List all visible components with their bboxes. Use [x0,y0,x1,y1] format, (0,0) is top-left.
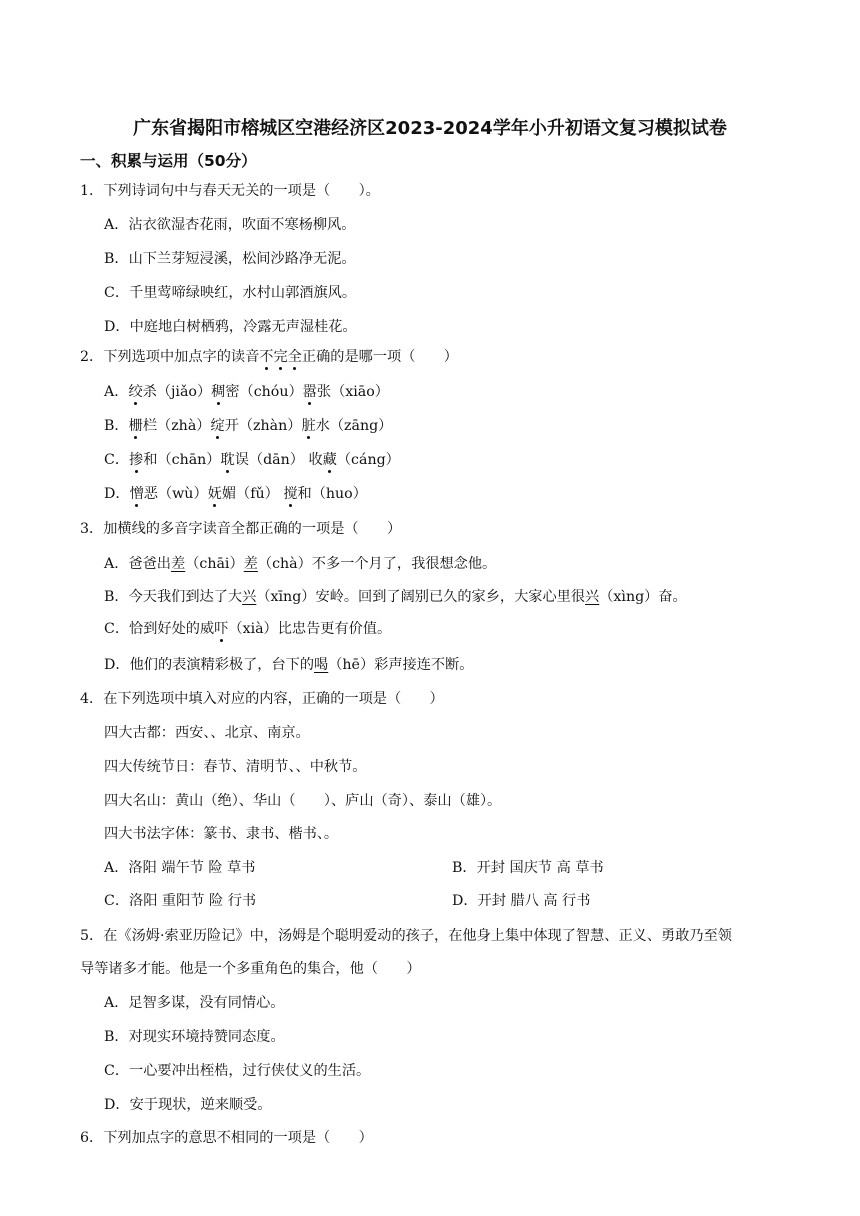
section-heading: 一、积累与运用（50分） [80,152,257,170]
emphasis-dot-char: 不 [259,346,273,366]
question-4-option-b: B．开封 国庆节 高 草书 [452,860,604,876]
exam-title: 广东省揭阳市榕城区空港经济区2023-2024学年小升初语文复习模拟试卷 [133,118,727,139]
question-2-option-a: A．绞杀（jiǎo）稠密（chóu）嚣张（xiāo） [104,381,389,401]
question-5-stem-line-1: 5．在《汤姆·索亚历险记》中，汤姆是个聪明爱动的孩子，在他身上集中体现了智慧、正义、勇敢乃至领 [80,928,732,944]
emphasis-dot-char: 全 [288,346,302,366]
question-4-option-c: C．洛阳 重阳节 险 行书 [104,893,257,909]
question-2-option-b: B．栅栏（zhà）绽开（zhàn）脏水（zāng） [104,415,392,435]
question-3-option-d: D．他们的表演精彩极了，台下的喝（hē）彩声接连不断。 [104,657,474,673]
question-5-option-d: D．安于现状，逆来顺受。 [104,1097,272,1113]
question-5-option-a: A．足智多谋，没有同情心。 [104,995,285,1011]
question-2-stem: 2．下列选项中加点字的读音不完全正确的是哪一项（ ） [80,346,458,366]
question-4-line: 四大传统节日：春节、清明节、、中秋节。 [104,759,367,775]
question-1-option-d: D．中庭地白树栖鸦，冷露无声湿桂花。 [104,319,357,335]
question-4-line: 四大书法字体：篆书、隶书、楷书、。 [104,826,339,842]
question-4-option-d: D．开封 腊八 高 行书 [452,893,591,909]
question-3-stem: 3．加横线的多音字读音全都正确的一项是（ ） [80,521,402,537]
question-5-stem-line-2: 导等诸多才能。他是一个多重角色的集合，他（ ） [80,961,421,977]
question-1-option-b: B．山下兰芽短浸溪，松间沙路净无泥。 [104,251,356,267]
question-3-option-a: A．爸爸出差（chāi）差（chà）不多一个月了，我很想念他。 [104,556,497,572]
question-1-stem: 1．下列诗词句中与春天无关的一项是（ ）。 [80,183,380,199]
question-4-line: 四大古都：西安、、北京、南京。 [104,725,310,741]
question-4-option-a: A．洛阳 端午节 险 草书 [104,860,256,876]
question-1-option-c: C．千里莺啼绿映红，水村山郭酒旗风。 [104,285,357,301]
question-6-stem: 6．下列加点字的意思不相同的一项是（ ） [80,1130,373,1146]
question-2-option-d: D．憎恶（wù）妩媚（fǔ） 搅和（huo） [104,483,367,503]
question-4-line: 四大名山：黄山（绝）、华山（ ）、庐山（奇）、泰山（雄）。 [104,793,502,809]
question-1-option-a: A．沾衣欲湿杏花雨，吹面不寒杨柳风。 [104,217,356,233]
question-5-option-b: B．对现实环境持赞同态度。 [104,1029,285,1045]
question-3-option-c: C．恰到好处的威吓（xià）比忠告更有价值。 [104,618,391,638]
question-5-option-c: C．一心要冲出桎梏，过行侠仗义的生活。 [104,1063,371,1079]
emphasis-dot-char: 完 [273,346,287,366]
question-2-option-c: C．掺和（chān）耽误（dān） 收藏（cáng） [104,449,400,469]
question-3-option-b: B．今天我们到达了大兴（xīng）安岭。回到了阔别已久的家乡，大家心里很兴（xìng）奋。 [104,589,687,605]
question-4-stem: 4．在下列选项中填入对应的内容，正确的一项是（ ） [80,691,444,707]
